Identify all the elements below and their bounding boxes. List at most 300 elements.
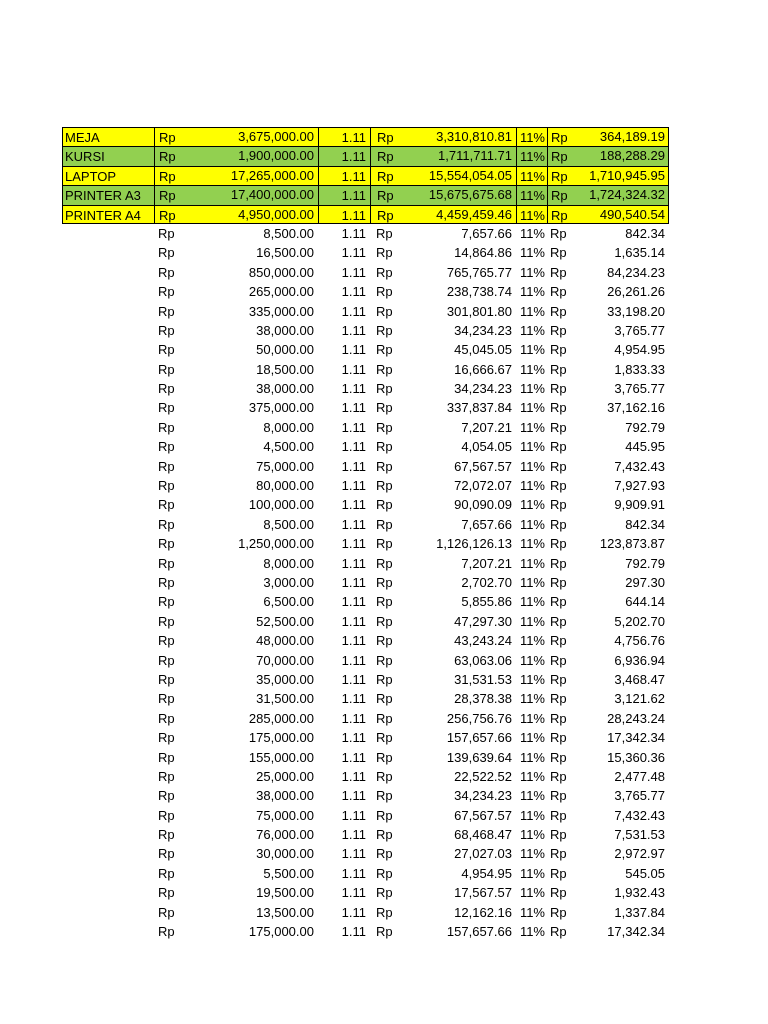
currency-cell[interactable]: Rp (158, 652, 175, 668)
tax-rate-cell[interactable]: 11% (516, 127, 547, 146)
multiplier-cell[interactable]: 1.11 (341, 555, 366, 571)
tax-rate-cell[interactable]: 11% (519, 322, 545, 338)
currency-cell[interactable]: Rp (550, 284, 567, 300)
multiplier-cell[interactable]: 1.11 (341, 885, 366, 901)
tax-rate-cell[interactable]: 11% (519, 574, 545, 590)
tax-rate-cell[interactable]: 11% (519, 342, 545, 358)
tax-rate-cell[interactable]: 11% (519, 284, 545, 300)
net-amount-cell[interactable]: 67,567.57 (454, 807, 512, 823)
currency-cell[interactable]: Rp (376, 768, 393, 784)
currency-cell[interactable]: Rp (376, 613, 393, 629)
currency-cell[interactable]: Rp (370, 166, 516, 185)
tax-amount-cell[interactable]: 123,873.87 (599, 536, 665, 552)
currency-cell[interactable]: Rp (158, 322, 175, 338)
net-amount-cell[interactable]: 765,765.77 (446, 264, 512, 280)
item-name-cell[interactable]: MEJA (62, 127, 154, 146)
currency-cell[interactable]: Rp (550, 225, 567, 241)
tax-amount-cell[interactable]: 4,954.95 (614, 342, 665, 358)
tax-amount-cell[interactable]: 2,972.97 (614, 846, 665, 862)
currency-cell[interactable]: Rp (158, 555, 175, 571)
currency-cell[interactable]: Rp (547, 205, 669, 224)
net-amount-cell[interactable]: 15,675,675.68 (428, 187, 512, 203)
currency-cell[interactable]: Rp (158, 807, 175, 823)
amount-cell[interactable]: 35,000.00 (256, 671, 314, 687)
net-amount-cell[interactable]: 14,864.86 (454, 245, 512, 261)
amount-cell[interactable]: 76,000.00 (256, 827, 314, 843)
currency-cell[interactable]: Rp (376, 710, 393, 726)
net-amount-cell[interactable]: 1,711,711.71 (438, 148, 512, 164)
tax-rate-cell[interactable]: 11% (516, 185, 547, 204)
tax-rate-cell[interactable]: 11% (519, 536, 545, 552)
multiplier-cell[interactable]: 1.11 (341, 225, 366, 241)
currency-cell[interactable]: Rp (550, 419, 567, 435)
net-amount-cell[interactable]: 68,468.47 (454, 827, 512, 843)
tax-amount-cell[interactable]: 84,234.23 (607, 264, 665, 280)
tax-amount-cell[interactable]: 3,468.47 (614, 671, 665, 687)
multiplier-cell[interactable]: 1.11 (341, 342, 366, 358)
tax-amount-cell[interactable]: 3,765.77 (614, 788, 665, 804)
net-amount-cell[interactable]: 7,657.66 (461, 225, 512, 241)
currency-cell[interactable]: Rp (376, 516, 393, 532)
multiplier-cell[interactable]: 1.11 (318, 127, 370, 146)
currency-cell[interactable]: Rp (550, 478, 567, 494)
net-amount-cell[interactable]: 256,756.76 (446, 710, 512, 726)
currency-cell[interactable]: Rp (154, 166, 318, 185)
currency-cell[interactable]: Rp (154, 185, 318, 204)
tax-amount-cell[interactable]: 37,162.16 (607, 400, 665, 416)
currency-cell[interactable]: Rp (158, 768, 175, 784)
amount-cell[interactable]: 8,000.00 (263, 419, 314, 435)
tax-amount-cell[interactable]: 17,342.34 (607, 730, 665, 746)
tax-rate-cell[interactable]: 11% (516, 146, 547, 165)
net-amount-cell[interactable]: 90,090.09 (454, 497, 512, 513)
currency-cell[interactable]: Rp (376, 671, 393, 687)
tax-amount-cell[interactable]: 6,936.94 (614, 652, 665, 668)
tax-rate-cell[interactable]: 11% (519, 594, 545, 610)
currency-cell[interactable]: Rp (550, 904, 567, 920)
net-amount-cell[interactable]: 47,297.30 (454, 613, 512, 629)
multiplier-cell[interactable]: 1.11 (341, 730, 366, 746)
tax-amount-cell[interactable]: 33,198.20 (607, 303, 665, 319)
tax-rate-cell[interactable]: 11% (519, 478, 545, 494)
amount-cell[interactable]: 75,000.00 (256, 807, 314, 823)
amount-cell[interactable]: 285,000.00 (248, 710, 314, 726)
currency-cell[interactable]: Rp (550, 322, 567, 338)
net-amount-cell[interactable]: 45,045.05 (454, 342, 512, 358)
currency-cell[interactable]: Rp (158, 439, 175, 455)
tax-amount-cell[interactable]: 7,432.43 (614, 458, 665, 474)
tax-amount-cell[interactable]: 445.95 (625, 439, 665, 455)
multiplier-cell[interactable]: 1.11 (341, 439, 366, 455)
currency-cell[interactable]: Rp (376, 245, 393, 261)
multiplier-cell[interactable]: 1.11 (341, 788, 366, 804)
currency-cell[interactable]: Rp (550, 827, 567, 843)
currency-cell[interactable]: Rp (547, 166, 669, 185)
currency-cell[interactable]: Rp (158, 710, 175, 726)
amount-cell[interactable]: 38,000.00 (256, 788, 314, 804)
net-amount-cell[interactable]: 238,738.74 (446, 284, 512, 300)
net-amount-cell[interactable]: 34,234.23 (454, 381, 512, 397)
currency-cell[interactable]: Rp (550, 865, 567, 881)
currency-cell[interactable]: Rp (550, 303, 567, 319)
tax-rate-cell[interactable]: 11% (519, 788, 545, 804)
multiplier-cell[interactable]: 1.11 (341, 400, 366, 416)
tax-rate-cell[interactable]: 11% (519, 865, 545, 881)
currency-cell[interactable]: Rp (158, 264, 175, 280)
currency-cell[interactable]: Rp (158, 478, 175, 494)
net-amount-cell[interactable]: 2,702.70 (461, 574, 512, 590)
tax-rate-cell[interactable]: 11% (516, 205, 547, 224)
multiplier-cell[interactable]: 1.11 (341, 419, 366, 435)
tax-amount-cell[interactable]: 1,932.43 (614, 885, 665, 901)
currency-cell[interactable]: Rp (158, 827, 175, 843)
multiplier-cell[interactable]: 1.11 (341, 478, 366, 494)
currency-cell[interactable]: Rp (158, 671, 175, 687)
tax-amount-cell[interactable]: 3,765.77 (614, 322, 665, 338)
tax-rate-cell[interactable]: 11% (519, 904, 545, 920)
tax-rate-cell[interactable]: 11% (519, 303, 545, 319)
multiplier-cell[interactable]: 1.11 (341, 691, 366, 707)
amount-cell[interactable]: 80,000.00 (256, 478, 314, 494)
tax-rate-cell[interactable]: 11% (519, 710, 545, 726)
amount-cell[interactable]: 1,250,000.00 (238, 536, 314, 552)
tax-amount-cell[interactable]: 3,765.77 (614, 381, 665, 397)
tax-amount-cell[interactable]: 7,432.43 (614, 807, 665, 823)
multiplier-cell[interactable]: 1.11 (341, 671, 366, 687)
multiplier-cell[interactable]: 1.11 (341, 865, 366, 881)
currency-cell[interactable]: Rp (550, 710, 567, 726)
currency-cell[interactable]: Rp (550, 458, 567, 474)
currency-cell[interactable]: Rp (550, 245, 567, 261)
currency-cell[interactable]: Rp (154, 127, 318, 146)
amount-cell[interactable]: 100,000.00 (248, 497, 314, 513)
net-amount-cell[interactable]: 67,567.57 (454, 458, 512, 474)
currency-cell[interactable]: Rp (550, 671, 567, 687)
amount-cell[interactable]: 175,000.00 (248, 924, 314, 940)
amount-cell[interactable]: 30,000.00 (256, 846, 314, 862)
tax-amount-cell[interactable]: 7,927.93 (614, 478, 665, 494)
net-amount-cell[interactable]: 28,378.38 (454, 691, 512, 707)
currency-cell[interactable]: Rp (376, 865, 393, 881)
amount-cell[interactable]: 38,000.00 (256, 322, 314, 338)
currency-cell[interactable]: Rp (376, 594, 393, 610)
currency-cell[interactable]: Rp (376, 574, 393, 590)
currency-cell[interactable]: Rp (376, 749, 393, 765)
tax-rate-cell[interactable]: 11% (519, 419, 545, 435)
net-amount-cell[interactable]: 31,531.53 (454, 671, 512, 687)
tax-rate-cell[interactable]: 11% (519, 768, 545, 784)
tax-rate-cell[interactable]: 11% (519, 633, 545, 649)
currency-cell[interactable]: Rp (376, 497, 393, 513)
tax-amount-cell[interactable]: 3,121.62 (614, 691, 665, 707)
multiplier-cell[interactable]: 1.11 (341, 516, 366, 532)
item-name-cell[interactable]: KURSI (62, 146, 154, 165)
currency-cell[interactable]: Rp (370, 205, 516, 224)
net-amount-cell[interactable]: 157,657.66 (446, 924, 512, 940)
tax-rate-cell[interactable]: 11% (519, 807, 545, 823)
currency-cell[interactable]: Rp (550, 342, 567, 358)
multiplier-cell[interactable]: 1.11 (341, 633, 366, 649)
currency-cell[interactable]: Rp (550, 555, 567, 571)
net-amount-cell[interactable]: 3,310,810.81 (436, 129, 512, 144)
amount-cell[interactable]: 25,000.00 (256, 768, 314, 784)
currency-cell[interactable]: Rp (376, 342, 393, 358)
amount-cell[interactable]: 5,500.00 (263, 865, 314, 881)
tax-rate-cell[interactable]: 11% (519, 730, 545, 746)
amount-cell[interactable]: 38,000.00 (256, 381, 314, 397)
tax-amount-cell[interactable]: 1,833.33 (614, 361, 665, 377)
amount-cell[interactable]: 8,500.00 (263, 516, 314, 532)
net-amount-cell[interactable]: 15,554,054.05 (428, 167, 512, 183)
currency-cell[interactable]: Rp (376, 439, 393, 455)
currency-cell[interactable]: Rp (158, 846, 175, 862)
tax-amount-cell[interactable]: 842.34 (625, 516, 665, 532)
currency-cell[interactable]: Rp (376, 691, 393, 707)
currency-cell[interactable]: Rp (376, 885, 393, 901)
multiplier-cell[interactable]: 1.11 (341, 284, 366, 300)
currency-cell[interactable]: Rp (158, 458, 175, 474)
multiplier-cell[interactable]: 1.11 (341, 458, 366, 474)
currency-cell[interactable]: Rp (376, 400, 393, 416)
currency-cell[interactable]: Rp (550, 574, 567, 590)
currency-cell[interactable]: Rp (158, 303, 175, 319)
amount-cell[interactable]: 8,000.00 (263, 555, 314, 571)
currency-cell[interactable]: Rp (158, 536, 175, 552)
multiplier-cell[interactable]: 1.11 (341, 574, 366, 590)
multiplier-cell[interactable]: 1.11 (341, 322, 366, 338)
currency-cell[interactable]: Rp (550, 613, 567, 629)
currency-cell[interactable]: Rp (550, 633, 567, 649)
tax-amount-cell[interactable]: 28,243.24 (607, 710, 665, 726)
multiplier-cell[interactable]: 1.11 (341, 904, 366, 920)
currency-cell[interactable]: Rp (550, 381, 567, 397)
tax-rate-cell[interactable]: 11% (519, 652, 545, 668)
currency-cell[interactable]: Rp (376, 788, 393, 804)
tax-rate-cell[interactable]: 11% (519, 264, 545, 280)
tax-amount-cell[interactable]: 4,756.76 (614, 633, 665, 649)
currency-cell[interactable]: Rp (376, 904, 393, 920)
currency-cell[interactable]: Rp (550, 807, 567, 823)
tax-rate-cell[interactable]: 11% (519, 555, 545, 571)
net-amount-cell[interactable]: 5,855.86 (461, 594, 512, 610)
amount-cell[interactable]: 175,000.00 (248, 730, 314, 746)
currency-cell[interactable]: Rp (158, 788, 175, 804)
amount-cell[interactable]: 1,900,000.00 (238, 148, 314, 164)
tax-rate-cell[interactable]: 11% (519, 225, 545, 241)
tax-rate-cell[interactable]: 11% (519, 400, 545, 416)
currency-cell[interactable]: Rp (158, 497, 175, 513)
currency-cell[interactable]: Rp (550, 768, 567, 784)
tax-amount-cell[interactable]: 792.79 (625, 419, 665, 435)
currency-cell[interactable]: Rp (550, 536, 567, 552)
amount-cell[interactable]: 850,000.00 (248, 264, 314, 280)
currency-cell[interactable]: Rp (550, 594, 567, 610)
currency-cell[interactable]: Rp (550, 749, 567, 765)
currency-cell[interactable]: Rp (550, 788, 567, 804)
tax-rate-cell[interactable]: 11% (519, 458, 545, 474)
amount-cell[interactable]: 335,000.00 (248, 303, 314, 319)
net-amount-cell[interactable]: 7,657.66 (461, 516, 512, 532)
currency-cell[interactable]: Rp (550, 730, 567, 746)
net-amount-cell[interactable]: 27,027.03 (454, 846, 512, 862)
tax-amount-cell[interactable]: 26,261.26 (607, 284, 665, 300)
currency-cell[interactable]: Rp (158, 730, 175, 746)
item-name-cell[interactable]: LAPTOP (62, 166, 154, 185)
tax-amount-cell[interactable]: 364,189.19 (599, 129, 665, 144)
tax-amount-cell[interactable]: 545.05 (625, 865, 665, 881)
net-amount-cell[interactable]: 34,234.23 (454, 322, 512, 338)
currency-cell[interactable]: Rp (376, 846, 393, 862)
net-amount-cell[interactable]: 4,054.05 (461, 439, 512, 455)
currency-cell[interactable]: Rp (376, 284, 393, 300)
multiplier-cell[interactable]: 1.11 (341, 749, 366, 765)
multiplier-cell[interactable]: 1.11 (341, 846, 366, 862)
amount-cell[interactable]: 4,950,000.00 (238, 206, 314, 222)
net-amount-cell[interactable]: 139,639.64 (446, 749, 512, 765)
currency-cell[interactable]: Rp (550, 400, 567, 416)
tax-rate-cell[interactable]: 11% (519, 846, 545, 862)
currency-cell[interactable]: Rp (550, 264, 567, 280)
currency-cell[interactable]: Rp (547, 127, 669, 146)
tax-rate-cell[interactable]: 11% (519, 245, 545, 261)
currency-cell[interactable]: Rp (376, 924, 393, 940)
net-amount-cell[interactable]: 63,063.06 (454, 652, 512, 668)
tax-amount-cell[interactable]: 1,635.14 (614, 245, 665, 261)
tax-rate-cell[interactable]: 11% (519, 691, 545, 707)
currency-cell[interactable]: Rp (158, 516, 175, 532)
multiplier-cell[interactable]: 1.11 (341, 361, 366, 377)
currency-cell[interactable]: Rp (158, 613, 175, 629)
tax-amount-cell[interactable]: 297.30 (625, 574, 665, 590)
multiplier-cell[interactable]: 1.11 (341, 807, 366, 823)
amount-cell[interactable]: 19,500.00 (256, 885, 314, 901)
currency-cell[interactable]: Rp (376, 555, 393, 571)
net-amount-cell[interactable]: 43,243.24 (454, 633, 512, 649)
multiplier-cell[interactable]: 1.11 (341, 497, 366, 513)
item-name-cell[interactable]: PRINTER A4 (62, 205, 154, 224)
currency-cell[interactable]: Rp (158, 691, 175, 707)
tax-rate-cell[interactable]: 11% (516, 166, 547, 185)
net-amount-cell[interactable]: 7,207.21 (461, 555, 512, 571)
multiplier-cell[interactable]: 1.11 (341, 613, 366, 629)
currency-cell[interactable]: Rp (376, 419, 393, 435)
currency-cell[interactable]: Rp (154, 146, 318, 165)
currency-cell[interactable]: Rp (376, 633, 393, 649)
net-amount-cell[interactable]: 337,837.84 (446, 400, 512, 416)
currency-cell[interactable]: Rp (550, 924, 567, 940)
currency-cell[interactable]: Rp (158, 245, 175, 261)
tax-rate-cell[interactable]: 11% (519, 671, 545, 687)
amount-cell[interactable]: 50,000.00 (256, 342, 314, 358)
net-amount-cell[interactable]: 4,954.95 (461, 865, 512, 881)
multiplier-cell[interactable]: 1.11 (341, 827, 366, 843)
amount-cell[interactable]: 18,500.00 (256, 361, 314, 377)
multiplier-cell[interactable]: 1.11 (341, 710, 366, 726)
currency-cell[interactable]: Rp (158, 284, 175, 300)
currency-cell[interactable]: Rp (158, 381, 175, 397)
tax-rate-cell[interactable]: 11% (519, 497, 545, 513)
tax-amount-cell[interactable]: 188,288.29 (599, 148, 665, 164)
tax-amount-cell[interactable]: 490,540.54 (599, 206, 665, 222)
currency-cell[interactable]: Rp (370, 127, 516, 146)
currency-cell[interactable]: Rp (376, 827, 393, 843)
tax-amount-cell[interactable]: 792.79 (625, 555, 665, 571)
multiplier-cell[interactable]: 1.11 (341, 245, 366, 261)
currency-cell[interactable]: Rp (376, 458, 393, 474)
currency-cell[interactable]: Rp (158, 885, 175, 901)
currency-cell[interactable]: Rp (370, 185, 516, 204)
currency-cell[interactable]: Rp (376, 264, 393, 280)
currency-cell[interactable]: Rp (376, 225, 393, 241)
currency-cell[interactable]: Rp (550, 439, 567, 455)
net-amount-cell[interactable]: 12,162.16 (454, 904, 512, 920)
currency-cell[interactable]: Rp (550, 885, 567, 901)
currency-cell[interactable]: Rp (370, 146, 516, 165)
net-amount-cell[interactable]: 17,567.57 (454, 885, 512, 901)
multiplier-cell[interactable]: 1.11 (341, 768, 366, 784)
currency-cell[interactable]: Rp (158, 400, 175, 416)
currency-cell[interactable]: Rp (158, 924, 175, 940)
tax-amount-cell[interactable]: 2,477.48 (614, 768, 665, 784)
currency-cell[interactable]: Rp (376, 536, 393, 552)
multiplier-cell[interactable]: 1.11 (341, 264, 366, 280)
amount-cell[interactable]: 52,500.00 (256, 613, 314, 629)
currency-cell[interactable]: Rp (550, 691, 567, 707)
tax-amount-cell[interactable]: 15,360.36 (607, 749, 665, 765)
currency-cell[interactable]: Rp (376, 361, 393, 377)
currency-cell[interactable]: Rp (376, 807, 393, 823)
amount-cell[interactable]: 31,500.00 (256, 691, 314, 707)
net-amount-cell[interactable]: 1,126,126.13 (436, 536, 512, 552)
amount-cell[interactable]: 48,000.00 (256, 633, 314, 649)
amount-cell[interactable]: 8,500.00 (263, 225, 314, 241)
tax-amount-cell[interactable]: 9,909.91 (614, 497, 665, 513)
multiplier-cell[interactable]: 1.11 (318, 166, 370, 185)
currency-cell[interactable]: Rp (158, 225, 175, 241)
currency-cell[interactable]: Rp (550, 516, 567, 532)
tax-rate-cell[interactable]: 11% (519, 381, 545, 397)
currency-cell[interactable]: Rp (550, 497, 567, 513)
multiplier-cell[interactable]: 1.11 (341, 381, 366, 397)
currency-cell[interactable]: Rp (547, 185, 669, 204)
multiplier-cell[interactable]: 1.11 (341, 924, 366, 940)
net-amount-cell[interactable]: 34,234.23 (454, 788, 512, 804)
currency-cell[interactable]: Rp (158, 574, 175, 590)
currency-cell[interactable]: Rp (376, 730, 393, 746)
net-amount-cell[interactable]: 301,801.80 (446, 303, 512, 319)
amount-cell[interactable]: 70,000.00 (256, 652, 314, 668)
amount-cell[interactable]: 75,000.00 (256, 458, 314, 474)
currency-cell[interactable]: Rp (158, 633, 175, 649)
multiplier-cell[interactable]: 1.11 (318, 185, 370, 204)
currency-cell[interactable]: Rp (158, 342, 175, 358)
tax-amount-cell[interactable]: 5,202.70 (614, 613, 665, 629)
amount-cell[interactable]: 3,675,000.00 (238, 129, 314, 144)
tax-rate-cell[interactable]: 11% (519, 924, 545, 940)
amount-cell[interactable]: 155,000.00 (248, 749, 314, 765)
currency-cell[interactable]: Rp (376, 303, 393, 319)
tax-amount-cell[interactable]: 1,710,945.95 (589, 167, 665, 183)
amount-cell[interactable]: 265,000.00 (248, 284, 314, 300)
tax-amount-cell[interactable]: 1,724,324.32 (589, 187, 665, 203)
tax-rate-cell[interactable]: 11% (519, 516, 545, 532)
amount-cell[interactable]: 3,000.00 (263, 574, 314, 590)
tax-amount-cell[interactable]: 644.14 (625, 594, 665, 610)
currency-cell[interactable]: Rp (376, 652, 393, 668)
item-name-cell[interactable]: PRINTER A3 (62, 185, 154, 204)
currency-cell[interactable]: Rp (550, 361, 567, 377)
tax-amount-cell[interactable]: 17,342.34 (607, 924, 665, 940)
